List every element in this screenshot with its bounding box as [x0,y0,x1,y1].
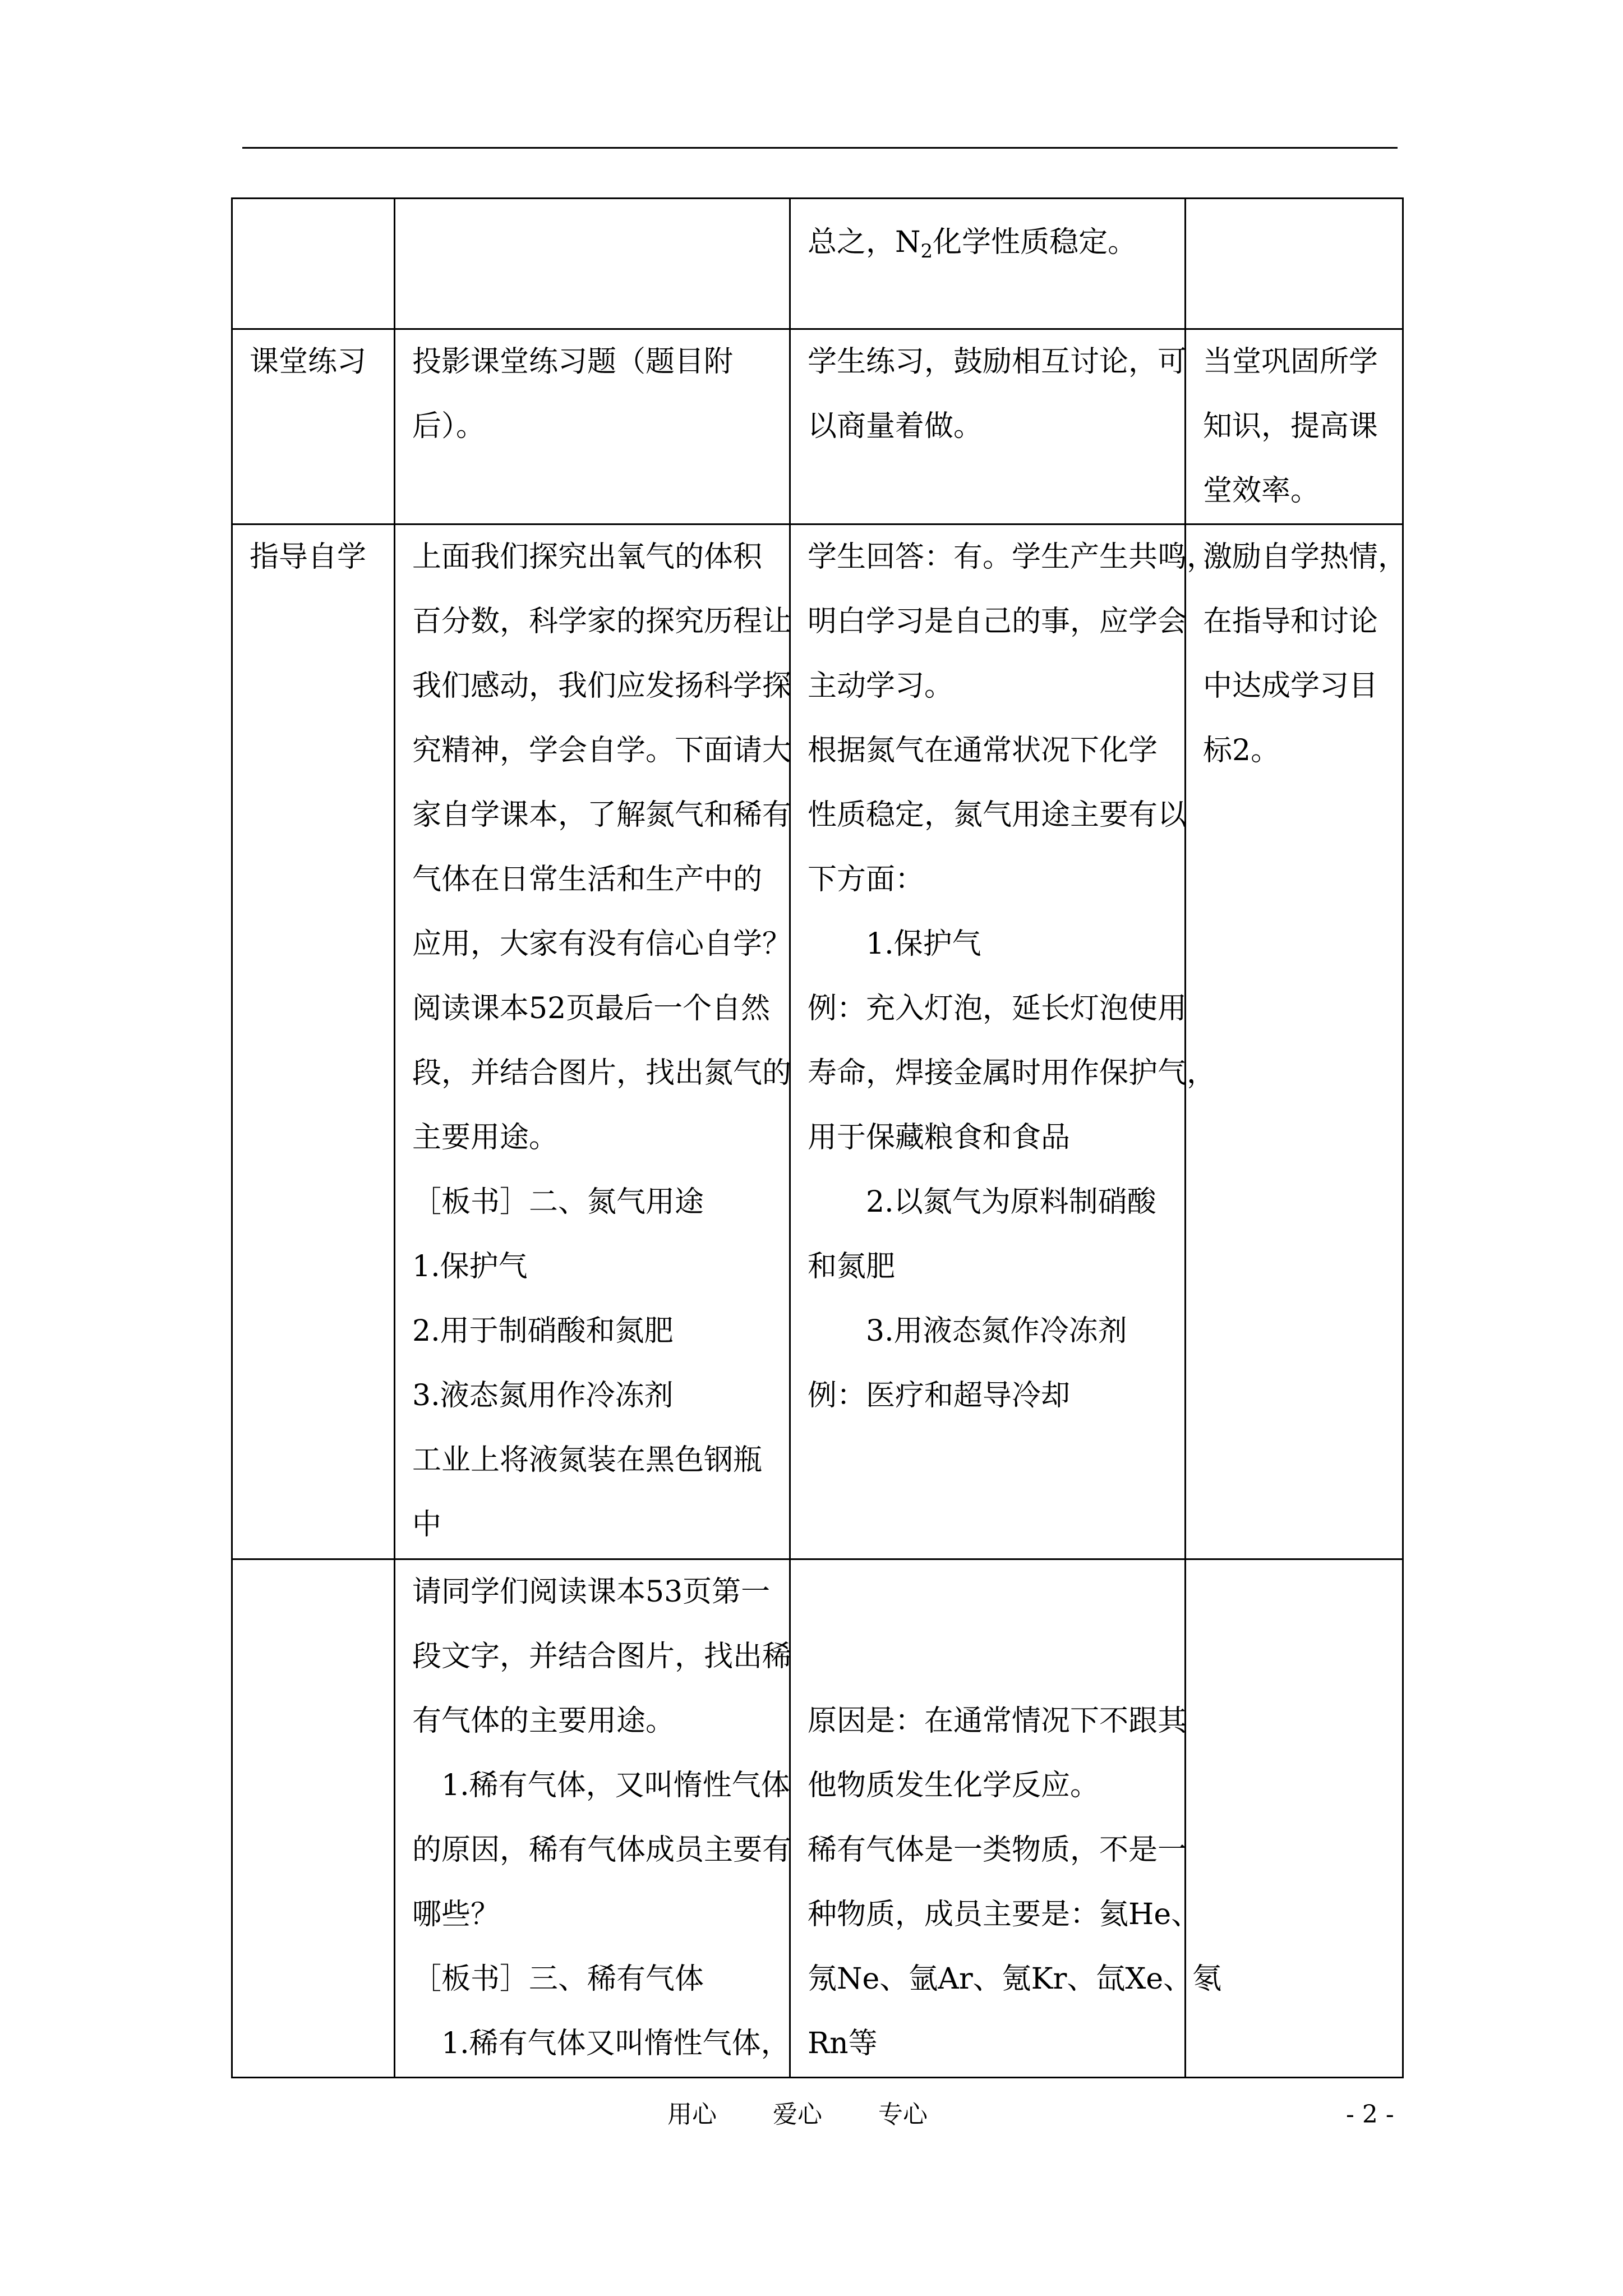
text-line: 在指导和讨论 [1203,605,1378,638]
footer-word: 爱心 [773,2100,822,2129]
teacher-activity-cell [395,524,790,1559]
footer-motto [667,2098,928,2132]
text-line: 2.以氮气为原料制硝酸 [866,1185,1156,1219]
text-line: 氖Ne、氩Ar、氪Kr、氙Xe、氡 [808,1962,1222,1996]
text-line: 的原因，稀有气体成员主要有 [412,1833,792,1867]
text-line: 他物质发生化学反应。 [808,1769,1100,1802]
text-line: 原因是：在通常情况下不跟其 [808,1704,1187,1738]
stage-cell [232,524,395,1559]
text-line: 例：充入灯泡，延长灯泡使用 [808,992,1187,1025]
text-line: 和氮肥 [808,1250,896,1283]
text-line: 根据氮气在通常状况下化学 [808,734,1158,767]
text-line: 寿命，焊接金属时用作保护气， [808,1056,1216,1090]
table-row [232,524,1403,1559]
stage-label: 课堂练习 [250,345,367,379]
text-line: 学生回答：有。学生产生共鸣， [808,540,1216,574]
text-line: 下方面： [808,863,925,896]
text-line: 后）。 [412,409,486,443]
text-line: 我们感动，我们应发扬科学探 [412,669,792,703]
text-line: 哪些？ [412,1898,500,1931]
lesson-table [231,197,1408,2078]
text-line: 投影课堂练习题（题目附 [412,345,734,379]
text-line: 知识，提高课 [1203,409,1378,443]
stage-label: 指导自学 [250,540,367,574]
teacher-activity-cell [395,199,790,329]
footer-word: 专心 [878,2100,928,2129]
text-line: 段文字，并结合图片，找出稀 [412,1640,792,1673]
text-line: 堂效率。 [1203,474,1320,508]
text-line: Rn等 [808,2027,878,2060]
text-line: 种物质，成员主要是：氦He、 [808,1898,1201,1931]
purpose-cell [1186,199,1403,329]
text-line: 学生练习，鼓励相互讨论，可 [808,345,1187,379]
text-line: 气体在日常生活和生产中的 [412,863,763,896]
text-line: 标2。 [1203,734,1280,767]
stage-cell [232,329,395,524]
student-activity-cell [790,329,1186,524]
text-line: 应用，大家有没有信心自学？ [412,927,792,961]
text-line: 请同学们阅读课本53页第一 [412,1575,771,1609]
student-activity-cell [790,1559,1222,2078]
table-row [232,199,1403,329]
purpose-cell [1186,1559,1403,2078]
text-line: 1.稀有气体又叫惰性气体， [441,2027,790,2060]
text-line: 性质稳定，氮气用途主要有以 [808,798,1187,832]
text-line: 段，并结合图片，找出氮气的 [412,1056,792,1090]
text-line: 稀有气体是一类物质，不是一 [808,1833,1187,1867]
text-line: 2.用于制硝酸和氮肥 [412,1314,674,1348]
stage-cell [232,1559,395,2078]
footer-word: 用心 [667,2100,717,2129]
text-line: 中达成学习目 [1203,669,1378,703]
text-line: 工业上将液氮装在黑色钢瓶 [412,1443,763,1477]
blackboard-heading: ［板书］二、氮气用途 [412,1185,704,1219]
text-line: 1.保护气 [412,1250,528,1283]
text-line: 3.液态氮用作冷冻剂 [412,1379,674,1412]
text-line: 主要用途。 [412,1121,559,1154]
text-line: 阅读课本52页最后一个自然 [412,992,771,1025]
text-line: 例：医疗和超导冷却 [808,1379,1071,1412]
text-line: 中 [412,1508,442,1542]
purpose-cell [1186,329,1403,524]
text-line: 当堂巩固所学 [1203,345,1378,379]
text-line: 有气体的主要用途。 [412,1704,675,1738]
text-line: 3.用液态氮作冷冻剂 [866,1314,1127,1348]
purpose-cell [1186,524,1408,1559]
stage-cell [232,199,395,329]
page-number: - 2 - [1346,2100,1394,2129]
text-line: 家自学课本，了解氮气和稀有 [412,798,792,832]
student-activity-cell [790,524,1216,1559]
text-line: 百分数，科学家的探究历程让 [412,605,792,638]
text-line: 主动学习。 [808,669,954,703]
text-line: 1.保护气 [866,927,981,961]
text-line: 用于保藏粮食和食品 [808,1121,1071,1154]
teacher-activity-cell [395,1559,790,2078]
conclusion-line: 总之，$N_2$化学性质稳定。 [808,226,1137,263]
text-line: 激励自学热情， [1203,540,1408,574]
text-line: 以商量着做。 [808,409,983,443]
text-line: 上面我们探究出氧气的体积 [412,540,763,574]
student-activity-cell [790,199,1186,329]
text-line: 明白学习是自己的事，应学会 [808,605,1187,638]
blackboard-heading: ［板书］三、稀有气体 [412,1962,704,1996]
header-rule [242,147,1398,149]
text-line: 究精神，学会自学。下面请大 [412,734,792,767]
table-row [232,329,1403,524]
text-line: 1.稀有气体，又叫惰性气体 [441,1769,790,1802]
table-row [232,1559,1403,2078]
teacher-activity-cell [395,329,790,524]
